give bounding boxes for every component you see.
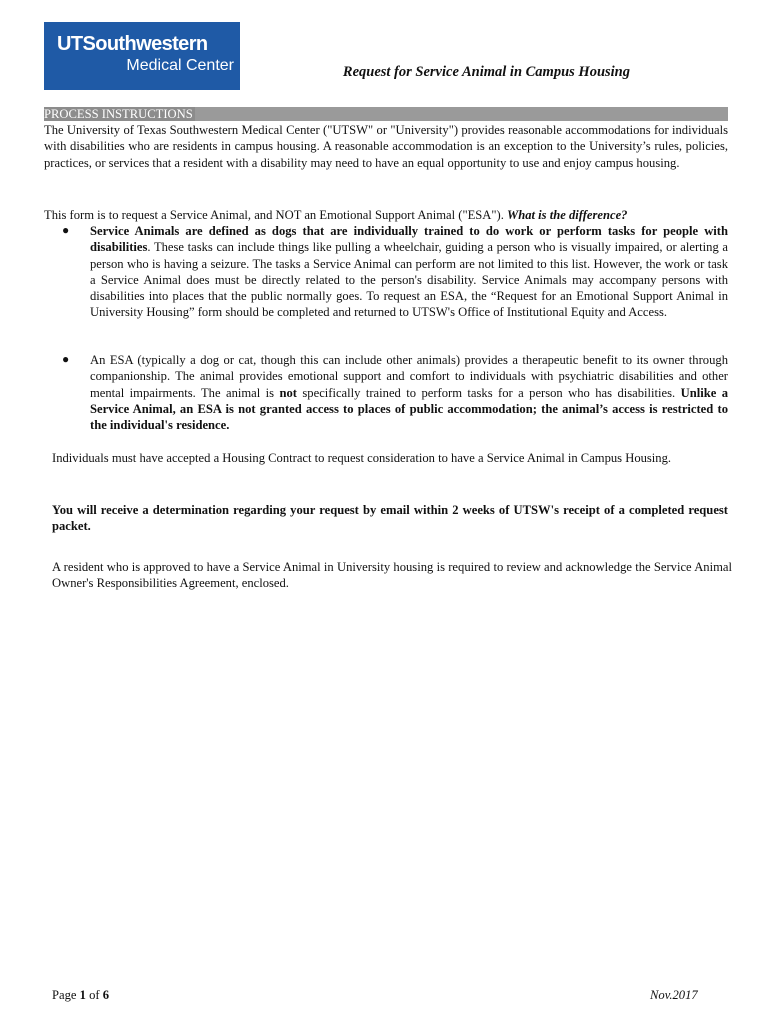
section-heading: PROCESS INSTRUCTIONS <box>44 107 193 121</box>
section-header-bar <box>44 107 728 121</box>
esa-text-b: specifically trained to perform tasks for a person who has disabilities. <box>296 385 681 400</box>
service-animal-definition: Service Animals are defined as dogs that are individually trained to do work or perform tasks for people with disabilities <box>90 224 728 255</box>
page-prefix: Page <box>52 988 80 1002</box>
service-animal-details: . These tasks can include things like pulling a wheelchair, guiding a person who is visually impaired, or alerting a person who is having a seizure. The tasks a Service Animal can perform are not limited to this list. However, the work or task a Service Animal does must be directly related to the person's disability. Service Animals may accompany persons with disabilities into places that the public normally goes. To request an ESA, the “Request for an Emotional Support Animal in University Housing” form should be completed and returned to UTSW's Office of Institutional Equity and Access. <box>90 240 728 320</box>
determination-paragraph: You will receive a determination regarding your request by email within 2 weeks of UTSW's receipt of a completed request packet. <box>52 503 728 534</box>
esa-bullet <box>90 352 728 433</box>
logo-line-2: Medical Center <box>126 57 234 74</box>
intro-paragraph: The University of Texas Southwestern Medical Center ("UTSW" or "University") provides reasonable accommodations for individuals with disabilities who are residents in campus housing. A reasonable accommodation is an exception to the University’s rules, policies, practices, or services that a resident with a disability may need to have an equal opportunity to use and enjoy campus housing. <box>44 123 728 170</box>
housing-contract-paragraph: Individuals must have accepted a Housing Contract to request consideration to have a Service Animal in Campus Housing. <box>52 451 672 465</box>
esa-access-restriction: Unlike a Service Animal, an ESA is not granted access to places of public accommodation; the animal’s access is restricted to the individual's residence. <box>90 385 728 433</box>
logo-line-1: UTSouthwestern <box>57 33 208 55</box>
document-title: Request for Service Animal in Campus Housing <box>342 64 630 80</box>
form-purpose-text: This form is to request a Service Animal, and NOT an Emotional Support Animal ("ESA"). <box>44 208 508 222</box>
approval-paragraph: A resident who is approved to have a Service Animal in University housing is required to review and acknowledge the Service Animal Owner's Responsibilities Agreement, enclosed. <box>52 560 732 591</box>
revision-date: Nov.2017 <box>650 988 698 1002</box>
page-current: 1 <box>79 988 86 1002</box>
esa-not: not <box>279 385 297 400</box>
esa-text-a: An ESA (typically a dog or cat, though this can include other animals) provides a therapeutic benefit to its owner through companionship. The animal provides emotional support and comfort to individuals with psychiatric disabilities and other mental impairments. The animal is <box>90 353 728 400</box>
service-animal-bullet <box>90 223 728 321</box>
page-of: of <box>85 988 103 1002</box>
form-purpose-paragraph <box>44 207 734 223</box>
bullet-icon: ● <box>62 223 70 237</box>
difference-question: What is the difference? <box>507 208 628 222</box>
page-total: 6 <box>102 988 110 1002</box>
bullet-icon: ● <box>62 352 70 366</box>
page-number <box>52 988 109 1003</box>
